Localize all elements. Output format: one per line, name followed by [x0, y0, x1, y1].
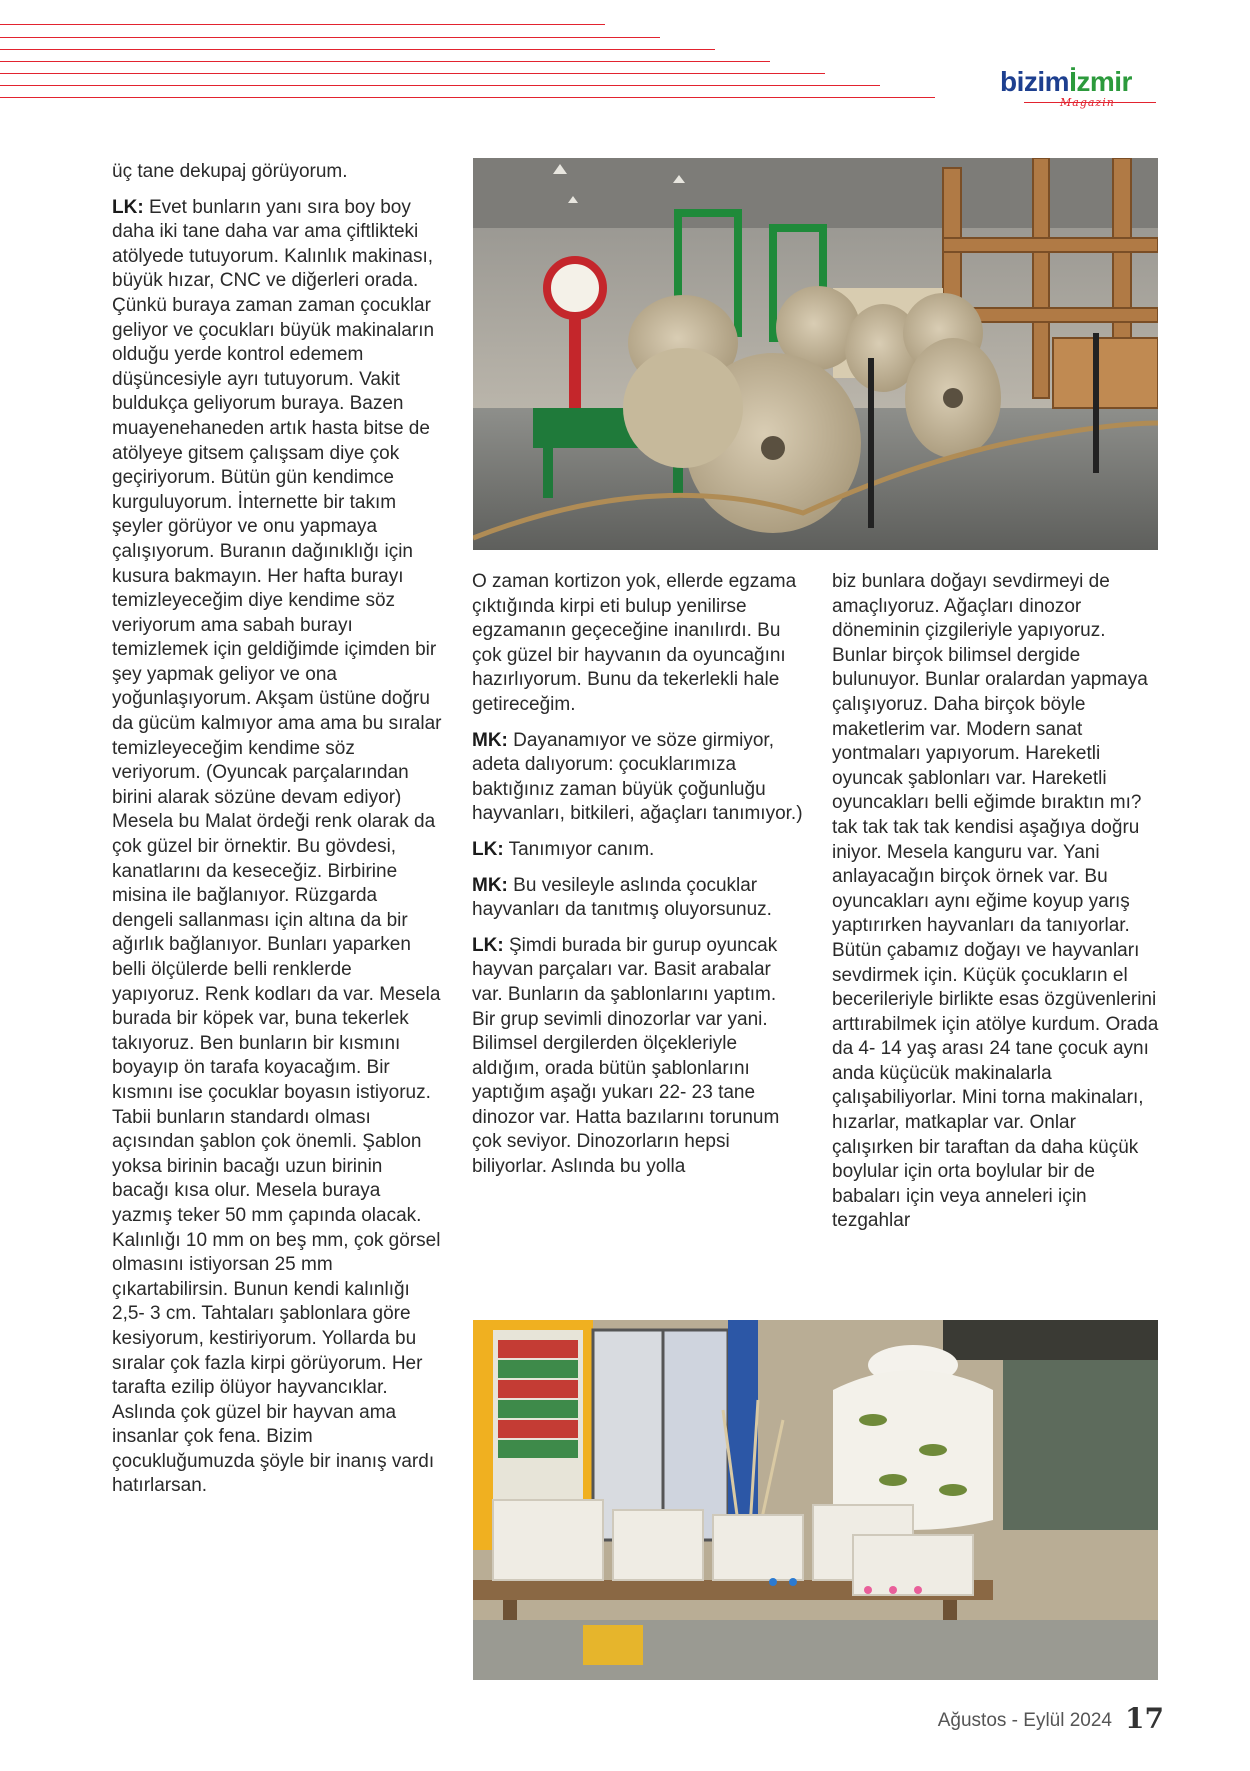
paragraph-text: biz bunlara doğayı sevdirmeyi de amaçlıyoruz. Ağaçları dinozor döneminin çizgileriyle yapıyoruz. Bunlar birçok bilimsel dergide bulunuyor. Bunlar oralardan yapmaya çalışıyoruz. Daha birçok böyle maketlerim var. Modern sanat yontmaları yapıyorum. Hareketli oyuncak şablonları var. Hareketli oyuncakları belli eğimde bıraktın mı? tak tak tak tak kendisi aşağıya doğru iniyor. Mesela kanguru var. Yani anlayacağın birçok örnek var. Bu oyuncakları aynı eğime koyup yarış yaptırırken hayvanları da tanıyorlar. Bütün çabamız doğayı ve hayvanları sevdirmek için. Küçük çocukların el becerileriyle birlikte esas özgüvenlerini arttırabilmek için atölye kurdum. Orada da 4- 14 yaş arası 24 tane çocuk aynı anda küçücük makinalarla çalışabiliyorlar. Mini torna makinaları, hızarlar, matkaplar var. Onlar çalışırken bir taraftan da daha küçük boylular için orta boylular bir de babaları için veya anneleri için tezgahlar [832, 571, 1159, 1232]
article-column-left [112, 160, 442, 1510]
article-paragraph [472, 838, 804, 863]
photo-millstone-museum [473, 158, 1158, 550]
brand-logo [1000, 66, 1170, 112]
article-column-middle [472, 570, 804, 1191]
paragraph-text: Tanımıyor canım. [508, 838, 655, 860]
article-paragraph [112, 160, 442, 185]
paragraph-text: O zaman kortizon yok, ellerde egzama çıktığında kirpi eti bulup yenilirse egzamanın geçeceğine inanılırdı. Bu çok güzel bir hayvanın da oyuncağını hazırlıyorum. Bunu da tekerlekli hale getireceğim. [472, 571, 797, 715]
article-column-right [832, 570, 1160, 1245]
brand-subtitle: Magazin [1060, 96, 1115, 109]
museum-illustration [473, 158, 1158, 550]
speaker-initials: MK: [472, 874, 508, 896]
issue-date: Ağustos - Eylül 2024 [937, 1710, 1112, 1731]
article-paragraph [472, 570, 804, 718]
paragraph-text: Bu vesileyle aslında çocuklar hayvanları da tanıtmış oluyorsunuz. [472, 874, 772, 921]
article-paragraph [112, 196, 442, 1499]
paragraph-text: Şimdi burada bir gurup oyuncak hayvan parçaları var. Basit arabalar var. Bunların da şablonlarını yaptım. Bir grup sevimli dinozorlar var yani. Bilimsel dergilerden ölçekleriyle aldığım, orada bütün şablonlarını yaptığım aşağı yukarı 22- 23 tane dinozor var. Hatta bazılarını torunum çok seviyor. Dinozorların hepsi biliyorlar. Aslında bu yolla [472, 934, 780, 1178]
paragraph-text: Evet bunların yanı sıra boy boy daha iki tane daha var ama çiftlikteki atölyede tutuyorum. Kalınlık makinası, büyük hızar, CNC ve diğerleri orada. Çünkü buraya zaman zaman çocuklar geliyor ve çocukları büyük makinaların olduğu yerde kontrol edemem düşüncesiyle ayrı tutuyorum. Vakit buldukça geliyorum buraya. Bazen muayenehaneden artık hasta bitse de atölyeye gitsem çalışsam diye çok geçiriyorum. Bütün gün kendimce kurguluyorum. İnternette bir takım şeyler görüyor ve onu yapmaya çalışıyorum. Buranın dağınıklığı için kusura bakmayın. Her hafta burayı temizleyeceğim diye kendime söz veriyorum ama sabah burayı temizlemek için geldiğimde içimden bir şey yapmak geliyor ve ona yoğunlaşıyorum. Akşam üstüne doğru da gücüm kalmıyor ama ama bu sıralar temizleyeceğim kendime söz veriyorum. (Oyuncak parçalarından birini alarak sözüne devam ediyor) Mesela bu Malat ördeği renk olarak da çok güzel bir örnektir. Bu gövdesi, kanatlarını da keseceğiz. Birbirine misina ile bağlanıyor. Rüzgarda dengeli sallanması için altına da bir ağırlık bağlanıyor. Bunları yaparken belli ölçülerde belli renklerde yapıyoruz. Renk kodları da var. Mesela burada bir köpek var, buna tekerlek takıyoruz. Ben bunların bir kısmını boyayıp ön tarafa koyacağım. Bir kısmını ise çocuklar boyasın istiyoruz. Tabii bunların standardı olması açısından şablon çok önemli. Şablon yoksa birinin bacağı uzun birinin bacağı kısa olur. Mesela buraya yazmış teker 50 mm çapında olacak. Kalınlığı 10 mm on beş mm, çok görsel olmasını istiyorsan 25 mm çıkartabilirsin. Bunun kendi kalınlığı 2,5- 3 cm. Tahtaları şablonlara göre kesiyorum, kestiriyorum. Yollarda bu sıralar çok fazla kirpi görüyorum. Her tarafta ezilip ölüyor hayvancıklar. Aslında çok güzel bir hayvan ama insanlar çok fena. Bizim çocukluğumuzda şöyle bir inanış vardı hatırlarsan. [112, 196, 442, 1497]
shop-illustration [473, 1320, 1158, 1680]
page-number: 17 [1125, 1702, 1164, 1735]
speaker-initials: MK: [472, 729, 508, 751]
photo-textile-shop [473, 1320, 1158, 1680]
article-paragraph [472, 874, 804, 923]
brand-wordmark: bizimİzmir [1000, 66, 1132, 97]
page-footer [937, 1702, 1168, 1736]
header-stripes [0, 20, 960, 110]
paragraph-text: üç tane dekupaj görüyorum. [112, 161, 348, 182]
speaker-initials: LK: [112, 196, 144, 218]
article-paragraph [832, 570, 1160, 1234]
speaker-initials: LK: [472, 934, 504, 956]
paragraph-text: Dayanamıyor ve söze girmiyor, adeta dalıyorum: çocuklarımıza baktığınız zaman büyük çoğunluğu hayvanları, bitkileri, ağaçları tanımıyor.) [472, 729, 803, 825]
article-paragraph [472, 934, 804, 1180]
speaker-initials: LK: [472, 838, 504, 860]
article-paragraph [472, 729, 804, 827]
